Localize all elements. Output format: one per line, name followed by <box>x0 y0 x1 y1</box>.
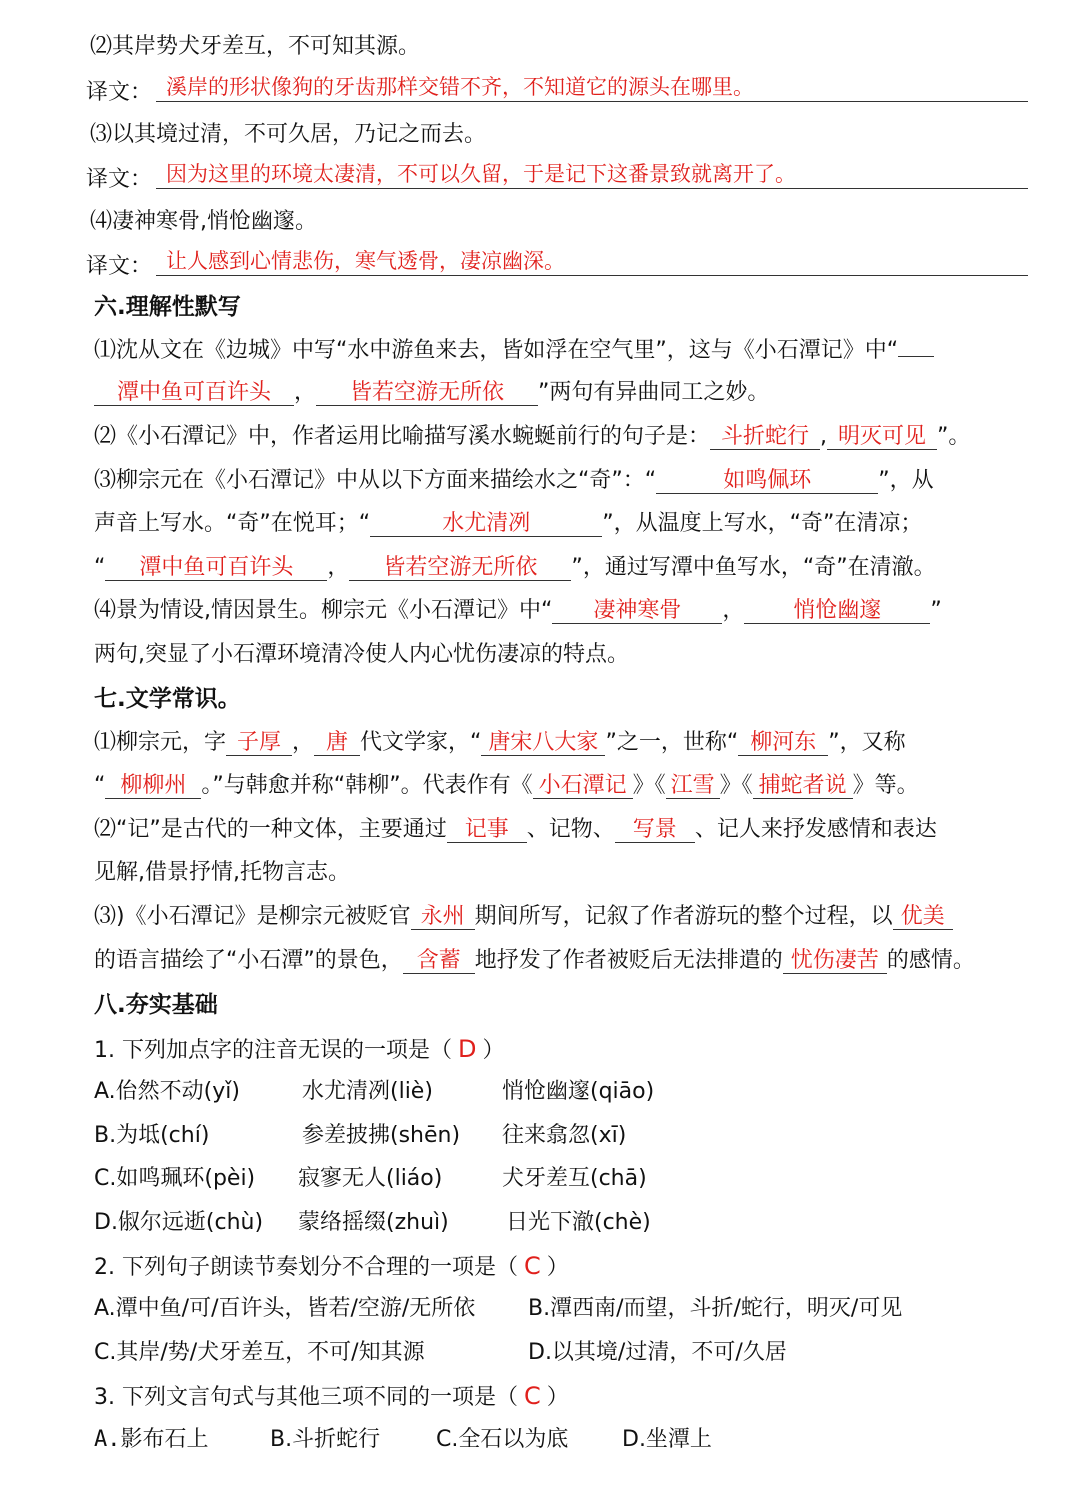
s8-q1-option-d-1: D.俶尔远逝(chù) <box>94 1210 264 1235</box>
sentence-2: ⑵其岸势犬牙差互，不可知其源。 <box>90 34 421 59</box>
s7-q3-s1: 期间所写，记叙了作者游玩的整个过程，以 <box>474 904 893 929</box>
s7-q3-blank-1: 永州 <box>411 905 475 930</box>
s6-q3-blank-4: 皆若空游无所依 <box>349 556 571 581</box>
s6-q1-blank-tail <box>898 356 934 357</box>
translation-answer-3: 因为这里的环境太凄清，不可以久留，于是记下这番景致就离开了。 <box>166 162 796 186</box>
section-7-title: 七.文学常识。 <box>94 686 241 712</box>
s8-q1-option-d-3: 日光下澈(chè) <box>506 1210 651 1235</box>
s8-q1-option-a-3: 悄怆幽邃(qiāo) <box>502 1079 655 1104</box>
s7-q1-s9: 》等。 <box>852 773 919 798</box>
s7-q3-blank-4: 忧伤凄苦 <box>783 949 887 974</box>
s7-q1-blank-8: 捕蛇者说 <box>753 774 853 799</box>
s8-q1-option-b-3: 往来翕忽(xī) <box>502 1123 627 1148</box>
s8-q2-answer: C <box>524 1252 541 1280</box>
s6-q3-text-g: ”，通过写潭中鱼写水，“奇”在清澈。 <box>571 555 936 580</box>
s6-q3-line1 <box>94 466 934 496</box>
s6-q1-blank-1: 潭中鱼可百许头 <box>94 381 294 406</box>
s6-q4-line2: 两句,突显了小石潭环境清冷使人内心忧伤凄凉的特点。 <box>94 642 629 667</box>
s8-q1-option-d-2: 蒙络摇缀(zhuì) <box>298 1210 449 1235</box>
s8-q1-option-a-2: 水尤清冽(liè) <box>302 1079 433 1104</box>
s7-q3-s2: 地抒发了作者被贬后无法排遣的 <box>474 948 783 973</box>
s7-q1-line2 <box>94 771 919 801</box>
s6-q1-text-a: ⑴沈从文在《边城》中写“水中游鱼来去，皆如浮在空气里”，这与《小石潭记》中“ <box>94 338 899 363</box>
s7-q2-blank-1: 记事 <box>447 818 527 843</box>
s6-q3-text-d: 声音上写水。“奇”在悦耳；“ <box>94 511 371 536</box>
s8-q1-answer: D <box>458 1035 477 1063</box>
s8-q2-option-a: A.潭中鱼/可/百许头，皆若/空游/无所依 <box>94 1296 476 1321</box>
s7-q1-s5: “ <box>94 773 106 798</box>
s6-q4-line1 <box>94 596 942 626</box>
s8-q1-option-b-1: B.为坻(chí) <box>94 1123 210 1148</box>
s6-q1-sep: ， <box>294 380 317 405</box>
s7-q2-s2: 、记人来抒发感情和表达 <box>694 817 937 842</box>
s8-q3-stem-a: 3. 下列文言句式与其他三项不同的一项是（ <box>94 1385 518 1410</box>
s7-q3-blank-3: 含蓄 <box>403 949 475 974</box>
s6-q1-line1 <box>94 336 934 366</box>
s6-q4-text-c: ” <box>930 598 942 623</box>
s7-q1-blank-2: 唐 <box>314 731 360 756</box>
s6-q1-text-c: ”两句有异曲同工之妙。 <box>538 380 770 405</box>
s6-q4-sep: ， <box>722 598 745 623</box>
translation-label-2: 译文： <box>86 80 153 105</box>
s7-q3-blank-2: 优美 <box>893 905 953 930</box>
s6-q2-sep: , <box>820 424 828 449</box>
s7-q1-blank-3: 唐宋八大家 <box>481 731 605 756</box>
s6-q3-line3 <box>94 553 936 583</box>
s8-q3-option-d: D.坐潭上 <box>622 1427 712 1452</box>
s8-q1-option-c-2: 寂寥无人(liáo) <box>298 1166 443 1191</box>
s6-q3-sep: ， <box>327 555 350 580</box>
s6-q3-text-f: “ <box>94 555 106 580</box>
s8-q3-option-b: B.斗折蛇行 <box>270 1427 381 1452</box>
s7-q1-s7: 》《 <box>632 773 666 798</box>
s8-q1-stem-b: ） <box>482 1038 505 1063</box>
s7-q2-line2: 见解,借景抒情,托物言志。 <box>94 860 350 885</box>
s7-q1-blank-1: 子厚 <box>226 731 292 756</box>
s7-q1-blank-5: 柳柳州 <box>105 774 201 799</box>
s8-q3-answer: C <box>524 1382 541 1410</box>
sentence-4: ⑷凄神寒骨,悄怆幽邃。 <box>90 209 317 234</box>
s7-q3-s3: 的感情。 <box>886 948 975 973</box>
translation-answer-4: 让人感到心情悲伤，寒气透骨，凄凉幽深。 <box>166 249 565 273</box>
translation-label-4: 译文： <box>86 254 153 279</box>
translation-line-3 <box>156 188 1028 189</box>
s7-q2-line1 <box>94 815 937 845</box>
s6-q2-blank-2: 明灭可见 <box>827 425 937 450</box>
s7-q1-line1 <box>94 728 906 758</box>
s7-q2-blank-2: 写景 <box>615 818 695 843</box>
s7-q3-line1 <box>94 902 953 932</box>
s7-q3-text-d: 的语言描绘了“小石潭”的景色， <box>94 948 403 973</box>
s6-q2-text-a: ⑵《小石潭记》中，作者运用比喻描写溪水蜿蜒前行的句子是： <box>94 424 711 449</box>
s8-q3-option-a: A.影布石上 <box>94 1427 209 1452</box>
s6-q3-line2 <box>94 509 922 539</box>
s6-q2-text-c: ”。 <box>937 424 971 449</box>
s6-q3-text-a: ⑶柳宗元在《小石潭记》中从以下方面来描绘水之“奇”：“ <box>94 468 657 493</box>
s7-q3-text-a: ⑶)《小石潭记》是柳宗元被贬官 <box>94 904 411 929</box>
s7-q1-blank-7: 江雪 <box>666 774 720 799</box>
s8-q1-option-b-2: 参差披拂(shēn) <box>302 1123 461 1148</box>
s7-q1-blank-4: 柳河东 <box>738 731 828 756</box>
s6-q3-blank-3: 潭中鱼可百许头 <box>105 556 327 581</box>
translation-line-2 <box>156 101 1028 102</box>
s6-q4-text-a: ⑷景为情设,情因景生。柳宗元《小石潭记》中“ <box>94 598 553 623</box>
s6-q3-blank-1: 如鸣佩环 <box>656 469 878 494</box>
s7-q2-s1: 、记物、 <box>526 817 615 842</box>
s6-q3-blank-2: 水尤清冽 <box>370 512 602 537</box>
s7-q1-s2: 代文学家，“ <box>360 730 482 755</box>
translation-line-4 <box>156 275 1028 276</box>
s6-q1-blank-2: 皆若空游无所依 <box>316 381 538 406</box>
s7-q3-line2 <box>94 946 975 976</box>
s7-q2-text-a: ⑵“记”是古代的一种文体，主要通过 <box>94 817 447 842</box>
s7-q1-s8: 》《 <box>719 773 753 798</box>
s8-q1-option-a-1: A.佁然不动(yǐ) <box>94 1079 240 1104</box>
sentence-3: ⑶以其境过清，不可久居，乃记之而去。 <box>90 122 487 147</box>
s8-q2-stem <box>94 1251 569 1283</box>
s8-q2-option-b: B.潭西南/而望，斗折/蛇行，明灭/可见 <box>528 1296 903 1321</box>
section-8-title: 八.夯实基础 <box>94 992 218 1018</box>
section-6-title: 六.理解性默写 <box>94 294 241 320</box>
s7-q1-s3: ”之一，世称“ <box>605 730 739 755</box>
s8-q1-stem <box>94 1034 505 1066</box>
s6-q4-blank-1: 凄神寒骨 <box>552 599 722 624</box>
s7-q1-s1: ， <box>292 730 315 755</box>
translation-answer-2: 溪岸的形状像狗的牙齿那样交错不齐，不知道它的源头在哪里。 <box>166 75 754 99</box>
s6-q2-line <box>94 422 970 452</box>
s6-q2-blank-1: 斗折蛇行 <box>710 425 820 450</box>
s8-q2-stem-b: ） <box>546 1255 569 1280</box>
s8-q1-option-c-3: 犬牙差互(chā) <box>502 1166 647 1191</box>
s8-q1-option-c-1: C.如鸣珮环(pèi) <box>94 1166 256 1191</box>
s7-q1-blank-6: 小石潭记 <box>533 774 633 799</box>
s6-q3-text-c: ”，从 <box>878 468 934 493</box>
s6-q1-line2 <box>94 378 769 408</box>
s8-q3-stem-b: ） <box>546 1385 569 1410</box>
s8-q3-option-c: C.全石以为底 <box>436 1427 569 1452</box>
s8-q2-stem-a: 2. 下列句子朗读节奏划分不合理的一项是（ <box>94 1255 518 1280</box>
s7-q1-text-a: ⑴柳宗元，字 <box>94 730 227 755</box>
s6-q4-blank-2: 悄怆幽邃 <box>744 599 930 624</box>
s7-q1-s6: 。”与韩愈并称“韩柳”。代表作有《 <box>201 773 533 798</box>
s8-q1-stem-a: 1. 下列加点字的注音无误的一项是（ <box>94 1038 452 1063</box>
translation-label-3: 译文： <box>86 167 153 192</box>
s6-q3-text-e: ”，从温度上写水，“奇”在清凉； <box>602 511 923 536</box>
s7-q1-s4: ”，又称 <box>828 730 906 755</box>
s8-q2-option-d: D.以其境/过清，不可/久居 <box>528 1340 787 1365</box>
s8-q3-stem <box>94 1381 569 1413</box>
s8-q2-option-c: C.其岸/势/犬牙差互，不可/知其源 <box>94 1340 425 1365</box>
